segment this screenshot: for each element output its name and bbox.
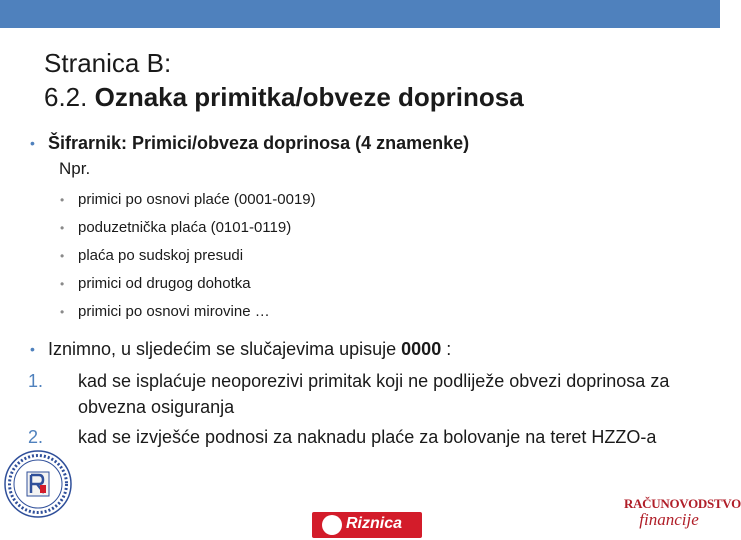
iznimno-code: 0000 [401, 339, 442, 359]
iznimno-text-before: Iznimno, u sljedećim se slučajevima upisuje [48, 339, 402, 359]
list-item [28, 186, 698, 214]
sifrarnik-label: Šifrarnik: Primici/obveza doprinosa (4 znamenke) [48, 133, 470, 153]
list-item [28, 214, 698, 242]
bullet-icon: • [60, 193, 65, 207]
bullet-icon: • [30, 341, 35, 357]
riznica-seal-icon [322, 515, 342, 535]
list-item-number: 2. [28, 427, 44, 447]
list-item [28, 368, 698, 420]
example-label: Npr. [59, 159, 91, 178]
bullet-icon: • [60, 277, 65, 291]
riznica-logo [312, 512, 422, 538]
list-item-text: primici po osnovi plaće (0001-0019) [78, 191, 316, 208]
title-line-2 [44, 80, 684, 114]
list-item-text: poduzetnička plaća (0101-0119) [78, 219, 292, 236]
bullet-icon: • [30, 135, 35, 151]
list-item [28, 424, 698, 450]
bullet-icon: • [60, 305, 65, 319]
seal-logo [2, 448, 74, 520]
racunovodstvo-financije-logo [624, 496, 741, 536]
list-item [28, 298, 698, 326]
list-item [28, 242, 698, 270]
top-accent-bar [0, 0, 720, 28]
title-line-1: Stranica B: [44, 48, 172, 78]
iznimno-bullet [28, 336, 698, 362]
slide-body [28, 130, 698, 454]
title-section-number: 6.2. [44, 82, 95, 112]
iznimno-text-after: : [441, 339, 452, 359]
example-list [28, 186, 698, 326]
logo-text-line-1: RAČUNOVODSTVO [624, 496, 741, 511]
list-item-text: plaća po sudskoj presudi [78, 247, 244, 264]
sifrarnik-bullet [28, 130, 698, 156]
slide-title [44, 46, 684, 114]
list-item-text: primici po osnovi mirovine … [78, 303, 270, 320]
list-item-text: kad se isplaćuje neoporezivi primitak koji ne podliježe obvezi doprinosa za obvezna osiguranja [78, 371, 670, 417]
bullet-icon: • [60, 249, 65, 263]
list-item-text: primici od drugog dohotka [78, 275, 251, 292]
list-item-number: 1. [28, 371, 44, 391]
list-item [28, 270, 698, 298]
cases-list [28, 368, 698, 450]
riznica-logo-text: Riznica [346, 515, 403, 532]
title-section-name: Oznaka primitka/obveze doprinosa [94, 82, 524, 112]
bullet-icon: • [60, 221, 65, 235]
list-item-text: kad se izvješće podnosi za naknadu plaće za bolovanje na teret HZZO-a [78, 427, 657, 447]
logo-text-line-2: financije [639, 510, 699, 529]
